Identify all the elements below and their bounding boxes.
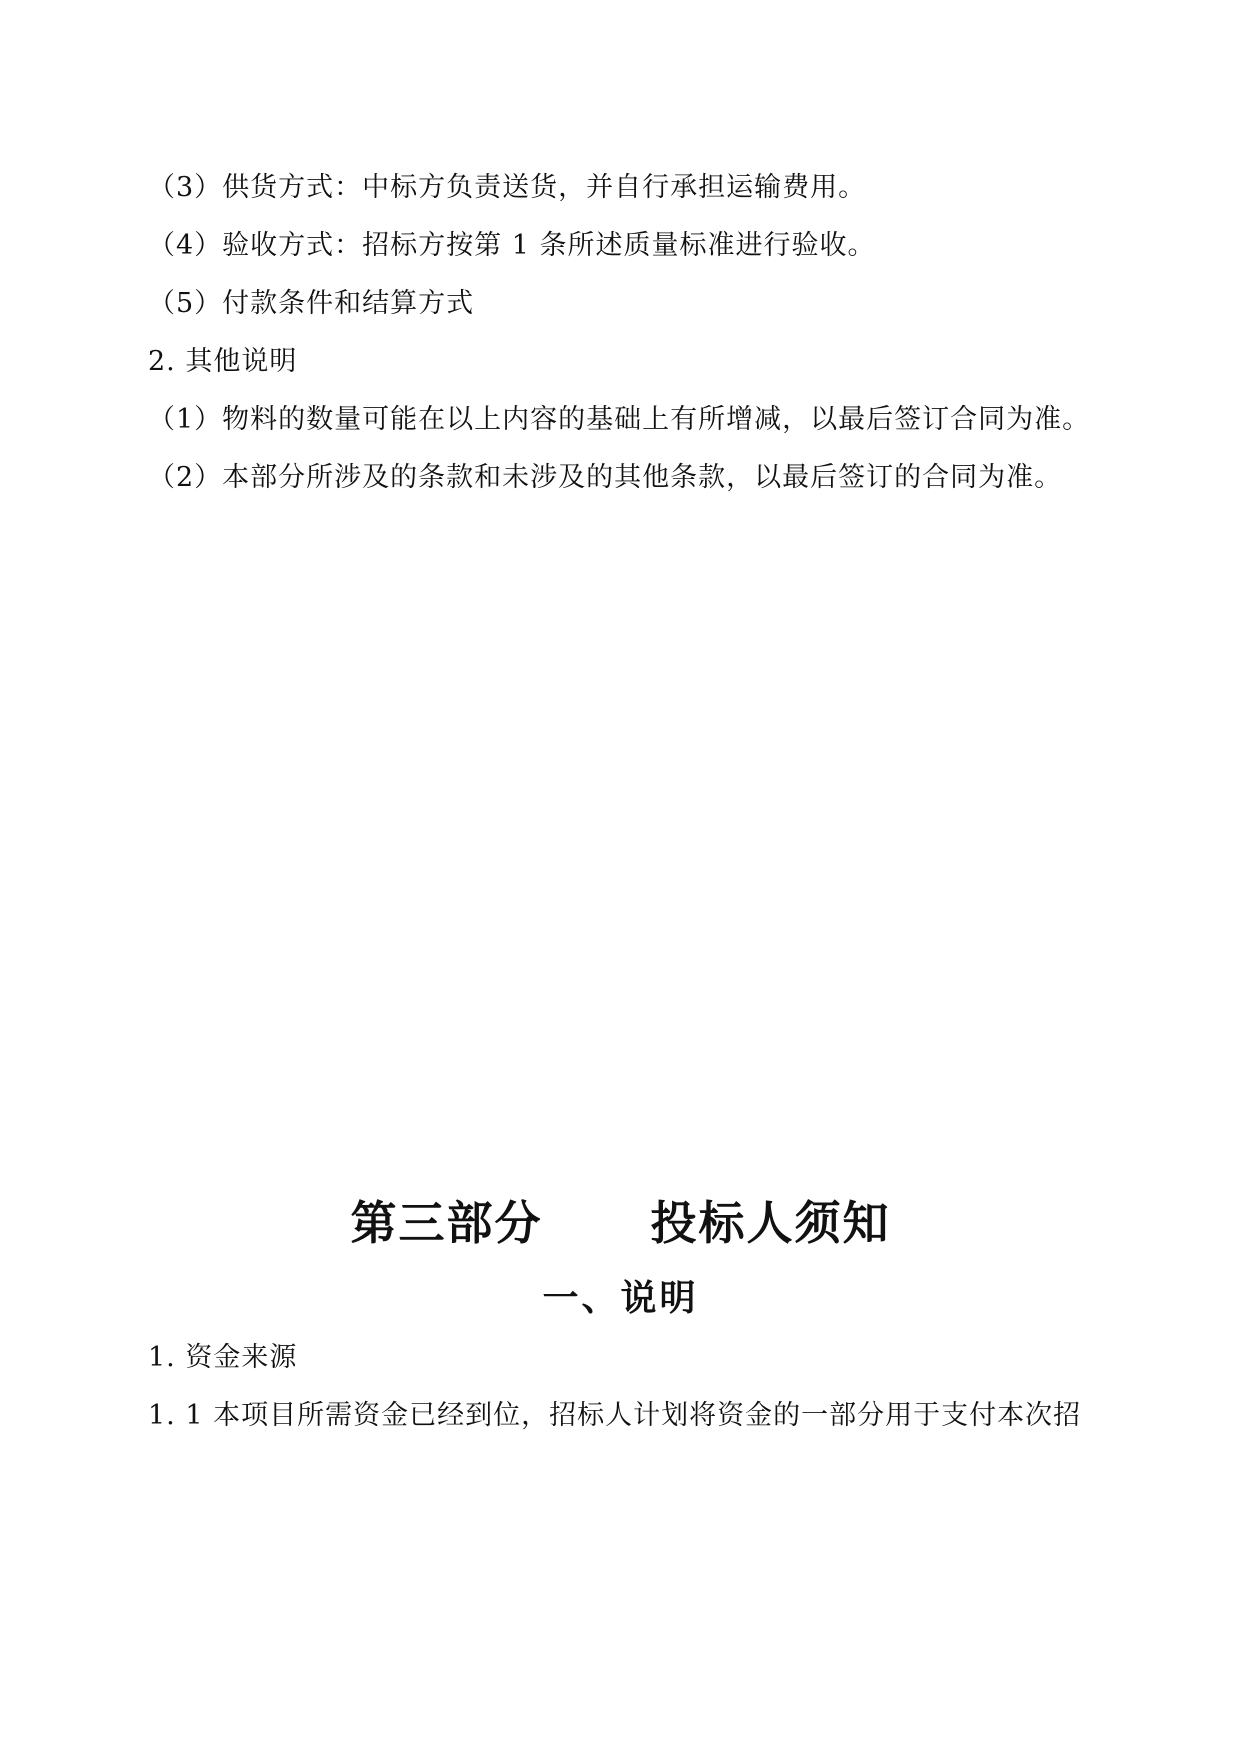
section-title: 一、说明 bbox=[542, 1277, 699, 1319]
other-notes-heading: 2. 其他说明 bbox=[148, 346, 298, 377]
part-three-title: 第三部分 投标人须知 bbox=[350, 1196, 891, 1250]
payment-terms-paragraph: （5）付款条件和结算方式 bbox=[148, 288, 475, 319]
quantity-note-paragraph: （1）物料的数量可能在以上内容的基础上有所增减，以最后签订合同为准。 bbox=[148, 404, 1091, 435]
funding-paragraph: 1. 1 本项目所需资金已经到位，招标人计划将资金的一部分用于支付本次招 bbox=[148, 1400, 1082, 1431]
funding-source-heading: 1. 资金来源 bbox=[148, 1342, 298, 1373]
acceptance-method-paragraph: （4）验收方式：招标方按第 1 条所述质量标准进行验收。 bbox=[148, 230, 876, 261]
supply-method-paragraph: （3）供货方式：中标方负责送货，并自行承担运输费用。 bbox=[148, 172, 867, 203]
contract-terms-note-paragraph: （2）本部分所涉及的条款和未涉及的其他条款，以最后签订的合同为准。 bbox=[148, 462, 1063, 493]
